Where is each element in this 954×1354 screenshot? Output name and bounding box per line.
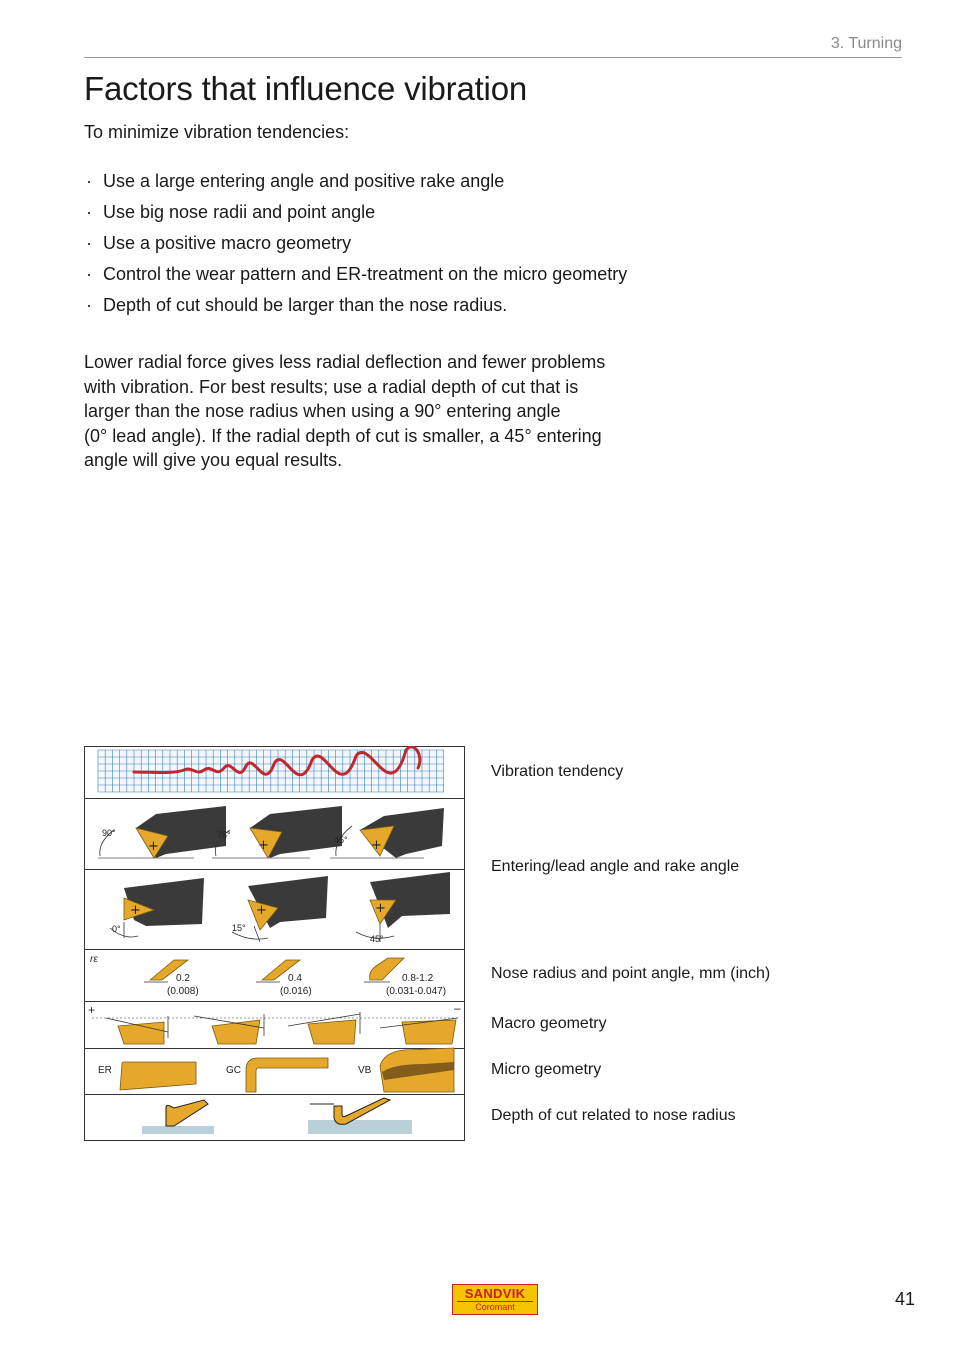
svg-text:+: +	[148, 839, 159, 854]
nose-radius-value: 0.8-1.2	[402, 973, 434, 984]
svg-text:+: +	[375, 901, 386, 916]
nose-radius-value: 0.2	[176, 973, 190, 984]
row-label-micro: Micro geometry	[491, 1061, 602, 1078]
row-label-nose-radius: Nose radius and point angle, mm (inch)	[491, 965, 771, 982]
macro-insert-4	[402, 1020, 456, 1044]
workpiece-2	[308, 1120, 412, 1134]
intro-text: To minimize vibration tendencies:	[84, 122, 350, 142]
macro-insert-3	[308, 1020, 356, 1044]
row-label-depth: Depth of cut related to nose radius	[491, 1107, 736, 1124]
micro-label-er: ER	[98, 1065, 112, 1076]
angle-label-75: 75°	[217, 830, 231, 840]
logo-text-sandvik: SANDVIK	[464, 1286, 526, 1301]
lead-label-45: 45°	[370, 934, 384, 944]
body-paragraph: Lower radial force gives less radial deflection and fewer problems with vibration. For best results; use a radial depth of cut that is larger than the nose radius when using a 90° entering angle (0° lead angle). If the radial depth of cut is smaller, a 45° entering angle will give you equal results.	[84, 352, 606, 470]
row-label-macro: Macro geometry	[491, 1015, 607, 1032]
nose-radius-inch: (0.008)	[167, 986, 199, 997]
nose-radius-inch: (0.031-0.047)	[386, 986, 447, 997]
angle-label-45: 45°	[334, 835, 348, 845]
nose-radius-value: 0.4	[288, 973, 302, 984]
header-rule	[84, 57, 902, 58]
vibration-factors-figure	[84, 746, 465, 1141]
bullet-item: · Use big nose radii and point angle	[86, 202, 376, 222]
section-label: 3. Turning	[830, 35, 902, 52]
svg-text:+: +	[130, 903, 141, 918]
svg-text:+: +	[256, 903, 267, 918]
row-label-entering-angle: Entering/lead angle and rake angle	[491, 858, 740, 875]
macro-positive-sign: +	[88, 1003, 96, 1017]
sandvik-logo	[452, 1284, 538, 1315]
bullet-list	[84, 168, 627, 323]
bullet-item: · Control the wear pattern and ER-treatment on the micro geometry	[86, 264, 628, 284]
svg-text:+: +	[371, 838, 382, 853]
row-label-vibration: Vibration tendency	[491, 763, 624, 780]
lead-label-15: 15°	[232, 923, 246, 933]
bullet-item: · Use a large entering angle and positive rake angle	[86, 171, 505, 191]
angle-label-90: 90°	[102, 828, 116, 838]
page-title: Factors that influence vibration	[84, 70, 527, 107]
nose-radius-inch: (0.016)	[280, 986, 312, 997]
lead-label-0: 0°	[112, 924, 121, 934]
macro-insert-1	[118, 1022, 164, 1044]
micro-label-vb: VB	[358, 1065, 372, 1076]
bullet-item: · Depth of cut should be larger than the nose radius.	[86, 295, 508, 315]
bullet-item: · Use a positive macro geometry	[86, 233, 352, 253]
macro-negative-sign: –	[454, 1001, 461, 1015]
page-number: 41	[894, 1289, 915, 1309]
nose-radius-symbol: rε	[90, 954, 98, 965]
svg-text:+: +	[258, 838, 269, 853]
micro-label-gc: GC	[226, 1065, 241, 1076]
logo-text-coromant: Coromant	[457, 1301, 533, 1313]
workpiece-1	[142, 1126, 214, 1134]
